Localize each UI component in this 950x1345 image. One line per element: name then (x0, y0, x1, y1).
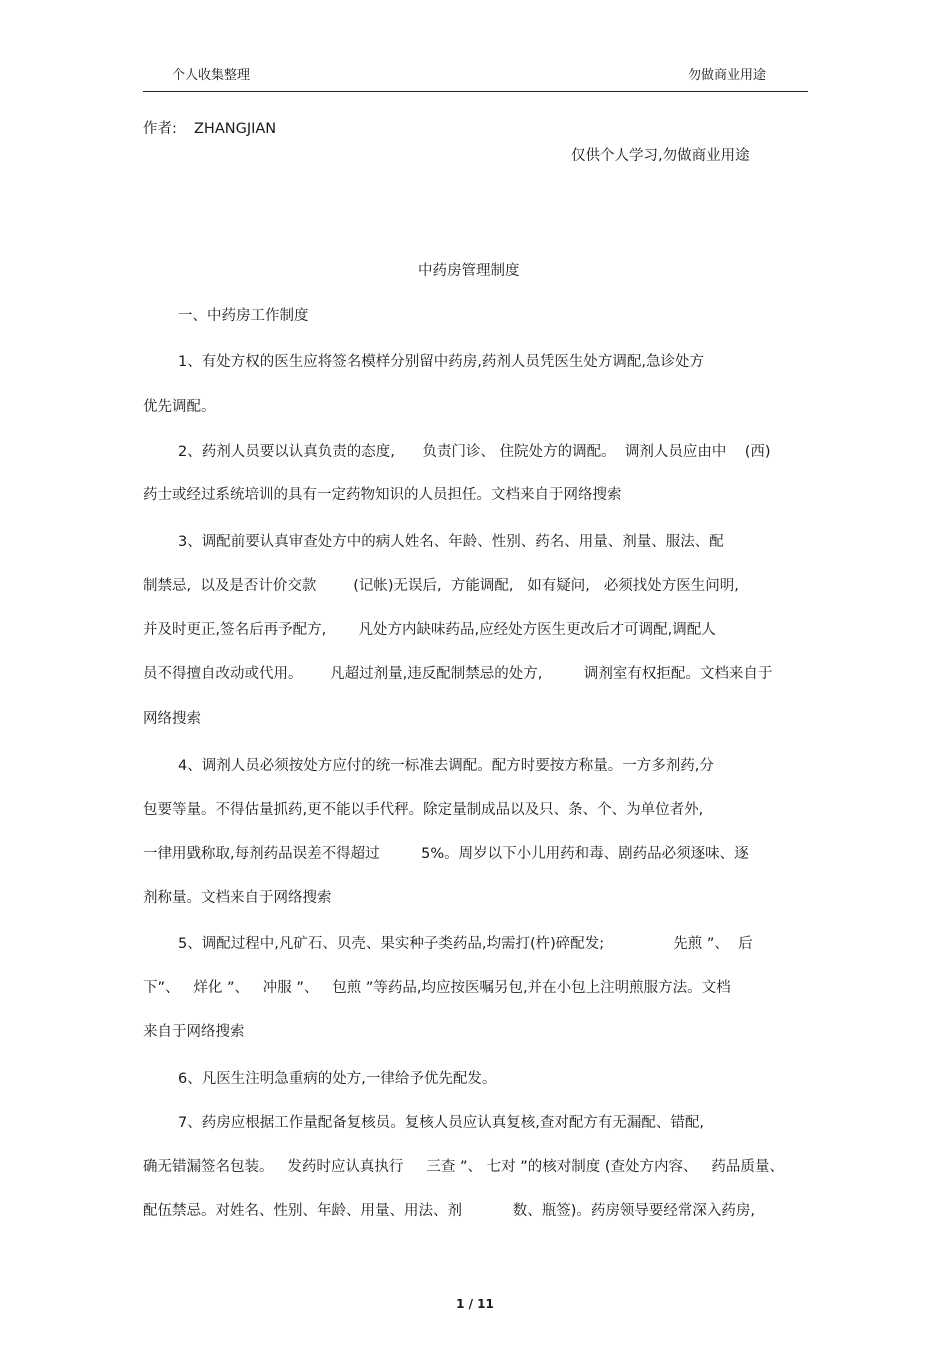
header-right-text: 勿做商业用途 (688, 68, 767, 83)
paragraph-line: 来自于网络搜索 (143, 1024, 245, 1040)
section-heading: 一、中药房工作制度 (178, 308, 309, 324)
paragraph-line: 制禁忌, 以及是否计价交款 (记帐)无误后, 方能调配, 如有疑问, 必须找处方医生问明, (143, 578, 739, 594)
author-name: ZHANGJIAN (194, 121, 277, 137)
paragraph-line: 包要等量。不得估量抓药,更不能以手代秤。除定量制成品以及只、条、个、为单位者外, (143, 802, 704, 818)
paragraph-line: 药士或经过系统培训的具有一定药物知识的人员担任。文档来自于网络搜索 (143, 487, 622, 503)
paragraph-line: 1、有处方权的医生应将签名模样分别留中药房,药剂人员凭医生处方调配,急诊处方 (178, 354, 704, 370)
paragraph-line: 5、调配过程中,凡矿石、贝壳、果实种子类药品,均需打(杵)碎配发; 先煎 ”、 后 (178, 936, 753, 952)
author-label: 作者: (143, 121, 177, 137)
paragraph-line: 配伍禁忌。对姓名、性别、年龄、用量、用法、剂 数、瓶签)。药房领导要经常深入药房, (143, 1203, 755, 1219)
paragraph-line: 3、调配前要认真审查处方中的病人姓名、年龄、性别、药名、用量、剂量、服法、配 (178, 534, 724, 550)
paragraph-line: 员不得擅自改动或代用。 凡超过剂量,违反配制禁忌的处方, 调剂室有权拒配。文档来自于 (143, 666, 773, 682)
disclaimer-text: 仅供个人学习,勿做商业用途 (571, 148, 750, 164)
paragraph-line: 下”、 烊化 ”、 冲服 ”、 包煎 ”等药品,均应按医嘱另包,并在小包上注明煎服方法。文档 (143, 980, 731, 996)
paragraph-line: 4、调剂人员必须按处方应付的统一标准去调配。配方时要按方称量。一方多剂药,分 (178, 758, 714, 774)
paragraph-line: 剂称量。文档来自于网络搜索 (143, 890, 332, 906)
header-divider (143, 91, 808, 92)
page-number: 1 / 11 (456, 1297, 494, 1311)
paragraph-line: 2、药剂人员要以认真负责的态度, 负责门诊、 住院处方的调配。 调剂人员应由中 (西) (178, 444, 771, 460)
paragraph-line: 确无错漏签名包装。 发药时应认真执行 三查 ”、 七对 ”的核对制度 (查处方内容、 药品质量、 (143, 1159, 784, 1175)
paragraph-line: 网络搜索 (143, 711, 201, 727)
paragraph-line: 7、药房应根据工作量配备复核员。复核人员应认真复核,查对配方有无漏配、错配, (178, 1115, 704, 1131)
paragraph-line: 优先调配。 (143, 399, 216, 415)
document-title: 中药房管理制度 (418, 263, 520, 279)
paragraph-line: 并及时更正,签名后再予配方, 凡处方内缺味药品,应经处方医生更改后才可调配,调配人 (143, 622, 716, 638)
paragraph-line: 6、凡医生注明急重病的处方,一律给予优先配发。 (178, 1071, 497, 1087)
paragraph-line: 一律用戥称取,每剂药品误差不得超过 5%。周岁以下小儿用药和毒、剧药品必须逐味、逐 (143, 846, 749, 862)
header-left-text: 个人收集整理 (172, 68, 251, 83)
